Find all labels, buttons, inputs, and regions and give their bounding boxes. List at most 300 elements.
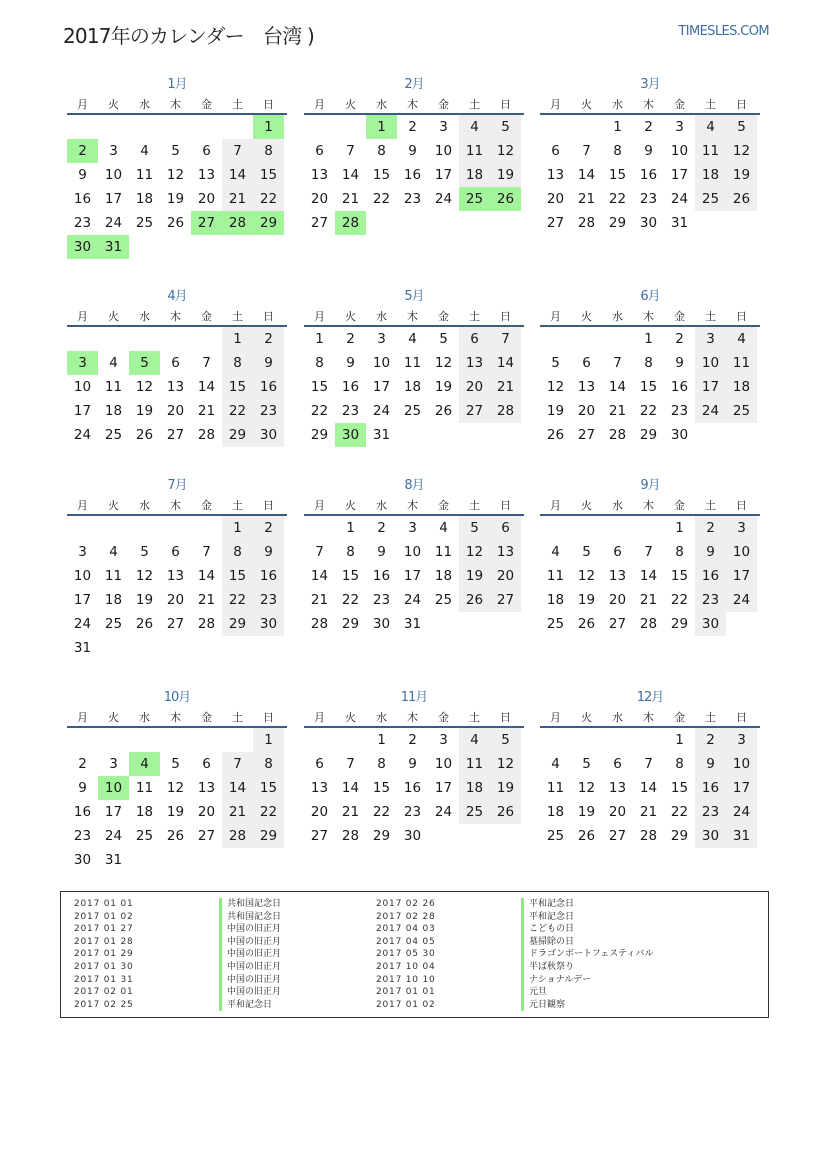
day-cell: 25 xyxy=(695,187,726,211)
day-cell: 17 xyxy=(403,568,422,584)
day-cell: 31 xyxy=(104,852,123,868)
day-cell: 25 xyxy=(546,828,565,844)
day-cell: 22 xyxy=(253,187,284,211)
empty-cell xyxy=(191,516,222,540)
day-cell: 2 xyxy=(78,756,87,772)
day-cell: 5 xyxy=(140,544,149,560)
day-cell: 14 xyxy=(310,568,329,584)
weekday-label: 土 xyxy=(705,711,716,724)
day-cell: 29 xyxy=(608,215,627,231)
weekday-label: 月 xyxy=(314,98,325,111)
weekday-label: 火 xyxy=(581,98,592,111)
holiday-name: ナショナルデー xyxy=(521,974,591,987)
day-cell: 25 xyxy=(546,616,565,632)
day-cell: 11 xyxy=(104,379,123,395)
day-cell: 9 xyxy=(695,540,726,564)
month-name: 9月 xyxy=(640,478,660,493)
empty-cell xyxy=(571,728,602,752)
month-12 xyxy=(540,688,760,848)
day-cell: 7 xyxy=(346,143,355,159)
day-cell: 2 xyxy=(346,331,355,347)
day-cell: 7 xyxy=(644,544,653,560)
day-cell: 5 xyxy=(171,756,180,772)
empty-cell xyxy=(67,115,98,139)
day-cell: 26 xyxy=(577,828,596,844)
day-cell: 7 xyxy=(346,756,355,772)
day-cell: 11 xyxy=(546,568,565,584)
day-cell: 22 xyxy=(372,191,391,207)
month-name: 2月 xyxy=(404,77,424,92)
day-cell: 14 xyxy=(608,379,627,395)
weekday-label: 金 xyxy=(674,310,685,323)
day-cell: 24 xyxy=(104,215,123,231)
day-cell: 25 xyxy=(459,187,490,211)
weekday-label: 木 xyxy=(407,711,418,724)
day-grid xyxy=(67,327,287,447)
day-cell: 24 xyxy=(695,399,726,423)
empty-cell xyxy=(129,327,160,351)
day-cell: 16 xyxy=(73,191,92,207)
day-grid xyxy=(304,115,524,235)
day-cell: 10 xyxy=(73,379,92,395)
day-cell: 24 xyxy=(434,804,453,820)
holiday-date: 2017 01 30 xyxy=(74,961,134,972)
holiday-name: 共和国記念日 xyxy=(219,911,281,924)
holiday-date: 2017 02 26 xyxy=(376,899,436,909)
day-cell: 8 xyxy=(315,355,324,371)
weekday-label: 土 xyxy=(705,98,716,111)
day-cell: 5 xyxy=(439,331,448,347)
day-cell: 15 xyxy=(341,568,360,584)
day-cell: 8 xyxy=(222,540,253,564)
day-cell: 15 xyxy=(372,167,391,183)
weekday-header xyxy=(540,496,760,516)
day-cell: 6 xyxy=(551,143,560,159)
day-cell: 8 xyxy=(644,355,653,371)
day-cell: 13 xyxy=(608,780,627,796)
day-cell: 6 xyxy=(582,355,591,371)
day-cell: 5 xyxy=(459,516,490,540)
month-name: 8月 xyxy=(404,478,424,493)
day-cell: 30 xyxy=(372,616,391,632)
day-cell: 30 xyxy=(639,215,658,231)
day-cell: 4 xyxy=(551,544,560,560)
day-cell: 10 xyxy=(434,756,453,772)
weekday-label: 水 xyxy=(376,310,387,323)
day-cell: 14 xyxy=(341,167,360,183)
day-cell: 22 xyxy=(670,804,689,820)
day-cell: 30 xyxy=(253,423,284,447)
day-cell: 26 xyxy=(726,187,757,211)
day-cell: 6 xyxy=(315,143,324,159)
day-cell: 18 xyxy=(104,592,123,608)
day-cell: 15 xyxy=(608,167,627,183)
day-cell: 25 xyxy=(135,215,154,231)
day-cell: 19 xyxy=(166,191,185,207)
weekday-label: 日 xyxy=(736,711,747,724)
day-cell: 18 xyxy=(546,804,565,820)
day-cell: 4 xyxy=(439,520,448,536)
month-8 xyxy=(304,476,524,636)
day-cell: 2 xyxy=(695,728,726,752)
day-cell: 27 xyxy=(310,828,329,844)
day-cell: 1 xyxy=(377,732,386,748)
day-cell: 26 xyxy=(490,187,521,211)
holiday-date: 2017 05 30 xyxy=(376,949,436,960)
holiday-name: 平和記念日 xyxy=(521,898,574,911)
day-cell: 15 xyxy=(253,776,284,800)
day-cell: 28 xyxy=(577,215,596,231)
holiday-name: 共和国記念日 xyxy=(219,898,281,911)
day-cell: 28 xyxy=(639,616,658,632)
day-cell: 9 xyxy=(253,540,284,564)
weekday-label: 火 xyxy=(108,98,119,111)
day-cell: 30 xyxy=(67,235,98,259)
day-cell: 24 xyxy=(726,588,757,612)
weekday-label: 水 xyxy=(612,711,623,724)
day-cell: 11 xyxy=(434,544,453,560)
weekday-header xyxy=(304,95,524,115)
weekday-label: 水 xyxy=(376,499,387,512)
day-cell: 14 xyxy=(222,776,253,800)
empty-cell xyxy=(191,115,222,139)
day-cell: 24 xyxy=(726,800,757,824)
weekday-label: 日 xyxy=(263,98,274,111)
day-cell: 12 xyxy=(135,568,154,584)
holiday-legend xyxy=(60,891,769,1018)
day-cell: 7 xyxy=(582,143,591,159)
weekday-label: 火 xyxy=(581,310,592,323)
day-cell: 23 xyxy=(403,191,422,207)
day-cell: 5 xyxy=(129,351,160,375)
weekday-label: 木 xyxy=(170,98,181,111)
day-cell: 1 xyxy=(222,516,253,540)
day-cell: 3 xyxy=(439,119,448,135)
day-cell: 8 xyxy=(253,139,284,163)
weekday-label: 火 xyxy=(108,711,119,724)
day-cell: 30 xyxy=(670,427,689,443)
day-cell: 5 xyxy=(171,143,180,159)
weekday-label: 火 xyxy=(581,711,592,724)
day-cell: 24 xyxy=(434,191,453,207)
day-cell: 18 xyxy=(726,375,757,399)
weekday-label: 土 xyxy=(232,711,243,724)
holiday-name: 元日観察 xyxy=(521,999,565,1012)
day-cell: 20 xyxy=(310,191,329,207)
day-cell: 2 xyxy=(695,516,726,540)
weekday-label: 土 xyxy=(705,310,716,323)
empty-cell xyxy=(304,516,335,540)
holiday-name: 平和記念日 xyxy=(521,911,574,924)
day-cell: 7 xyxy=(490,327,521,351)
holiday-date: 2017 04 03 xyxy=(376,924,436,935)
day-cell: 30 xyxy=(335,423,366,447)
day-cell: 16 xyxy=(253,375,284,399)
day-cell: 11 xyxy=(104,568,123,584)
month-1 xyxy=(67,75,287,259)
month-name: 1月 xyxy=(167,77,187,92)
day-cell: 14 xyxy=(197,379,216,395)
day-cell: 9 xyxy=(644,143,653,159)
weekday-label: 金 xyxy=(201,499,212,512)
day-cell: 16 xyxy=(341,379,360,395)
weekday-label: 月 xyxy=(314,310,325,323)
day-cell: 30 xyxy=(695,612,726,636)
day-cell: 12 xyxy=(490,752,521,776)
day-cell: 1 xyxy=(315,331,324,347)
holiday-date: 2017 01 27 xyxy=(74,924,134,935)
empty-cell xyxy=(98,327,129,351)
day-cell: 8 xyxy=(377,756,386,772)
day-cell: 21 xyxy=(577,191,596,207)
empty-cell xyxy=(571,516,602,540)
day-cell: 18 xyxy=(403,379,422,395)
month-5 xyxy=(304,287,524,447)
page-title: 2017年のカレンダー 台湾 ) xyxy=(63,24,314,48)
holiday-date: 2017 01 31 xyxy=(74,974,134,985)
holiday-name: 墓掃除の日 xyxy=(521,936,574,949)
day-cell: 6 xyxy=(202,756,211,772)
day-cell: 9 xyxy=(78,167,87,183)
day-cell: 25 xyxy=(434,592,453,608)
day-cell: 12 xyxy=(577,780,596,796)
day-cell: 16 xyxy=(253,564,284,588)
day-cell: 4 xyxy=(129,752,160,776)
day-cell: 18 xyxy=(459,163,490,187)
day-cell: 18 xyxy=(135,191,154,207)
empty-cell xyxy=(335,115,366,139)
day-cell: 21 xyxy=(197,592,216,608)
day-cell: 8 xyxy=(346,544,355,560)
day-cell: 23 xyxy=(695,588,726,612)
day-cell: 5 xyxy=(551,355,560,371)
day-cell: 26 xyxy=(166,828,185,844)
day-cell: 2 xyxy=(253,516,284,540)
day-cell: 28 xyxy=(490,399,521,423)
holiday-date: 2017 01 01 xyxy=(376,987,436,998)
day-cell: 19 xyxy=(490,163,521,187)
day-cell: 12 xyxy=(577,568,596,584)
day-cell: 19 xyxy=(459,564,490,588)
day-cell: 14 xyxy=(639,568,658,584)
empty-cell xyxy=(191,728,222,752)
weekday-label: 金 xyxy=(438,711,449,724)
empty-cell xyxy=(540,516,571,540)
day-cell: 20 xyxy=(577,403,596,419)
weekday-label: 日 xyxy=(263,499,274,512)
day-cell: 4 xyxy=(551,756,560,772)
day-cell: 18 xyxy=(135,804,154,820)
holiday-name: 中国の旧正月 xyxy=(219,961,281,974)
day-cell: 2 xyxy=(408,119,417,135)
day-cell: 17 xyxy=(726,776,757,800)
day-cell: 11 xyxy=(403,355,422,371)
empty-cell xyxy=(160,327,191,351)
day-cell: 18 xyxy=(695,163,726,187)
empty-cell xyxy=(98,516,129,540)
day-cell: 17 xyxy=(695,375,726,399)
day-cell: 15 xyxy=(222,375,253,399)
weekday-label: 木 xyxy=(170,310,181,323)
holiday-date: 2017 10 04 xyxy=(376,961,436,972)
day-cell: 1 xyxy=(222,327,253,351)
day-cell: 10 xyxy=(726,752,757,776)
day-cell: 23 xyxy=(639,191,658,207)
weekday-label: 火 xyxy=(581,499,592,512)
empty-cell xyxy=(67,516,98,540)
day-cell: 22 xyxy=(639,403,658,419)
day-cell: 2 xyxy=(253,327,284,351)
weekday-header xyxy=(67,307,287,327)
day-cell: 12 xyxy=(459,540,490,564)
day-cell: 13 xyxy=(459,351,490,375)
day-cell: 12 xyxy=(166,780,185,796)
weekday-label: 金 xyxy=(438,98,449,111)
day-cell: 29 xyxy=(670,828,689,844)
weekday-label: 水 xyxy=(139,711,150,724)
day-cell: 7 xyxy=(222,752,253,776)
month-name: 3月 xyxy=(640,77,660,92)
day-cell: 11 xyxy=(459,139,490,163)
day-cell: 26 xyxy=(135,427,154,443)
day-cell: 15 xyxy=(253,163,284,187)
day-cell: 22 xyxy=(253,800,284,824)
day-cell: 23 xyxy=(670,403,689,419)
day-cell: 31 xyxy=(403,616,422,632)
day-cell: 8 xyxy=(675,756,684,772)
day-cell: 22 xyxy=(310,403,329,419)
day-cell: 27 xyxy=(459,399,490,423)
day-cell: 29 xyxy=(222,423,253,447)
weekday-label: 木 xyxy=(643,499,654,512)
empty-cell xyxy=(540,728,571,752)
day-cell: 24 xyxy=(403,592,422,608)
weekday-label: 金 xyxy=(201,711,212,724)
day-cell: 8 xyxy=(377,143,386,159)
weekday-label: 火 xyxy=(345,711,356,724)
day-cell: 4 xyxy=(408,331,417,347)
day-cell: 15 xyxy=(310,379,329,395)
day-cell: 29 xyxy=(310,427,329,443)
day-grid xyxy=(540,516,760,636)
day-cell: 13 xyxy=(166,379,185,395)
weekday-label: 日 xyxy=(263,310,274,323)
weekday-label: 金 xyxy=(438,310,449,323)
day-cell: 18 xyxy=(104,403,123,419)
day-cell: 1 xyxy=(253,728,284,752)
empty-cell xyxy=(602,327,633,351)
day-cell: 25 xyxy=(726,399,757,423)
day-cell: 14 xyxy=(577,167,596,183)
day-cell: 13 xyxy=(490,540,521,564)
empty-cell xyxy=(571,327,602,351)
empty-cell xyxy=(160,516,191,540)
day-cell: 27 xyxy=(577,427,596,443)
day-cell: 4 xyxy=(695,115,726,139)
day-cell: 15 xyxy=(372,780,391,796)
day-grid xyxy=(304,728,524,848)
day-cell: 19 xyxy=(577,804,596,820)
weekday-header xyxy=(540,95,760,115)
day-cell: 12 xyxy=(490,139,521,163)
month-11 xyxy=(304,688,524,848)
day-cell: 26 xyxy=(577,616,596,632)
day-cell: 14 xyxy=(490,351,521,375)
day-cell: 14 xyxy=(341,780,360,796)
day-cell: 4 xyxy=(459,728,490,752)
weekday-label: 日 xyxy=(500,499,511,512)
day-cell: 19 xyxy=(577,592,596,608)
weekday-label: 月 xyxy=(77,98,88,111)
day-cell: 2 xyxy=(644,119,653,135)
empty-cell xyxy=(98,728,129,752)
month-3 xyxy=(540,75,760,235)
day-cell: 13 xyxy=(608,568,627,584)
weekday-label: 木 xyxy=(643,98,654,111)
day-cell: 20 xyxy=(197,804,216,820)
day-cell: 6 xyxy=(171,544,180,560)
weekday-label: 木 xyxy=(170,711,181,724)
day-cell: 9 xyxy=(675,355,684,371)
day-cell: 2 xyxy=(408,732,417,748)
day-cell: 31 xyxy=(98,235,129,259)
site-logo[interactable]: TIMESLES.COM xyxy=(678,24,769,39)
day-cell: 30 xyxy=(403,828,422,844)
weekday-label: 木 xyxy=(643,711,654,724)
weekday-label: 火 xyxy=(345,98,356,111)
day-cell: 16 xyxy=(403,167,422,183)
day-cell: 9 xyxy=(78,780,87,796)
day-cell: 7 xyxy=(202,355,211,371)
day-cell: 20 xyxy=(608,592,627,608)
weekday-label: 土 xyxy=(232,98,243,111)
day-cell: 20 xyxy=(546,191,565,207)
day-cell: 4 xyxy=(109,544,118,560)
day-cell: 25 xyxy=(459,800,490,824)
day-cell: 17 xyxy=(434,167,453,183)
weekday-label: 火 xyxy=(345,310,356,323)
day-cell: 8 xyxy=(613,143,622,159)
day-grid xyxy=(540,728,760,848)
day-cell: 27 xyxy=(191,211,222,235)
weekday-header xyxy=(304,708,524,728)
day-cell: 19 xyxy=(135,592,154,608)
day-cell: 19 xyxy=(135,403,154,419)
month-4 xyxy=(67,287,287,447)
day-cell: 19 xyxy=(546,403,565,419)
month-7 xyxy=(67,476,287,660)
holiday-date: 2017 01 02 xyxy=(376,999,436,1010)
day-cell: 22 xyxy=(608,191,627,207)
day-cell: 14 xyxy=(197,568,216,584)
day-cell: 15 xyxy=(639,379,658,395)
day-cell: 11 xyxy=(695,139,726,163)
day-cell: 21 xyxy=(197,403,216,419)
day-grid xyxy=(540,115,760,235)
empty-cell xyxy=(222,728,253,752)
day-cell: 2 xyxy=(67,139,98,163)
day-cell: 27 xyxy=(608,616,627,632)
day-cell: 10 xyxy=(98,776,129,800)
day-cell: 5 xyxy=(490,115,521,139)
day-cell: 15 xyxy=(670,780,689,796)
day-grid xyxy=(67,516,287,660)
empty-cell xyxy=(160,115,191,139)
day-grid xyxy=(304,327,524,447)
day-cell: 26 xyxy=(166,215,185,231)
day-cell: 16 xyxy=(670,379,689,395)
day-cell: 11 xyxy=(459,752,490,776)
